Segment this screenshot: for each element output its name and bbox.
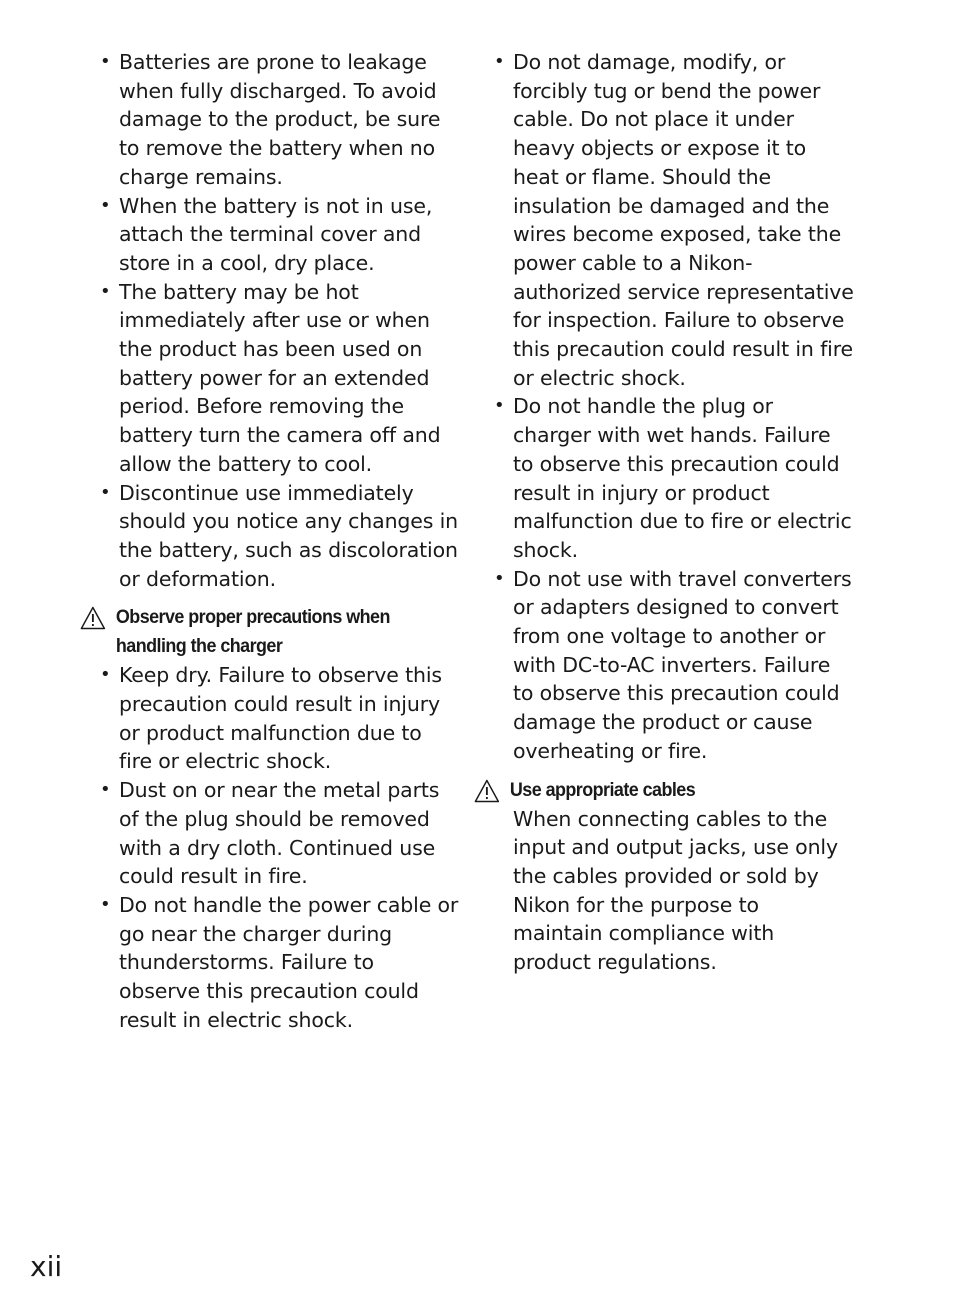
left-column <box>80 48 460 1035</box>
battery-precautions-list <box>80 48 460 593</box>
cables-paragraph: When connecting cables to the input and output jacks, use only the cables provided or sold by Nikon for the purpose to maintain compliance with product regulations. <box>513 806 838 975</box>
bullet-icon: • <box>100 481 111 503</box>
charger-precautions-list <box>80 661 460 1034</box>
page-number: xii <box>30 1250 63 1283</box>
warning-triangle-icon <box>80 606 106 630</box>
list-item: • Do not handle the plug or charger with wet hands. Failure to observe this precaution could result in injury or product malfunction due to fire or electric shock. <box>494 394 852 562</box>
cables-section-heading: Use appropriate cables <box>474 776 824 805</box>
bullet-icon: • <box>494 51 505 72</box>
bullet-icon: • <box>100 779 111 801</box>
list-item: • Batteries are prone to leakage when fully discharged. To avoid damage to the product, be sure to remove the battery when no charge remains. <box>100 50 441 189</box>
list-item: • Dust on or near the metal parts of the plug should be removed with a dry cloth. Continued use could result in fire. <box>100 778 440 889</box>
bullet-icon: • <box>100 664 111 686</box>
list-item: • Do not damage, modify, or forcibly tug or bend the power cable. Do not place it under heavy objects or expose it to heat or flame. Should the insulation be damaged and the wires become exposed, take the power cable to a Nikon-authorized service representative for inspection. Failure to observe this precaution could result in fire or electric shock. <box>494 50 854 390</box>
bullet-icon: • <box>494 567 505 589</box>
list-item: • When the battery is not in use, attach the terminal cover and store in a cool, dry place. <box>100 193 433 275</box>
charger-section-heading: Observe proper precautions when handling the charger <box>80 603 430 661</box>
list-item: • Discontinue use immediately should you notice any changes in the battery, such as discoloration or deformation. <box>100 480 459 591</box>
list-item: • The battery may be hot immediately after use or when the product has been used on battery power for an extended period. Before removing the battery turn the camera off and allow the battery to cool. <box>100 279 441 476</box>
right-column <box>474 48 854 977</box>
list-item: • Keep dry. Failure to observe this precaution could result in injury or product malfunction due to fire or electric shock. <box>100 663 442 774</box>
bullet-icon: • <box>494 395 505 417</box>
warning-triangle-icon <box>474 779 500 803</box>
list-item: • Do not use with travel converters or adapters designed to convert from one voltage to another or with DC-to-AC inverters. Failure to observe this precaution could damage the product or cause overheating or fire. <box>494 566 852 763</box>
list-item: • Do not handle the power cable or go near the charger during thunderstorms. Failure to observe this precaution could result in electric shock. <box>100 892 459 1032</box>
bullet-icon: • <box>100 280 111 302</box>
charger-precautions-list-continued <box>474 48 854 766</box>
bullet-icon: • <box>100 194 111 216</box>
bullet-icon: • <box>100 893 111 915</box>
bullet-icon: • <box>100 51 111 72</box>
